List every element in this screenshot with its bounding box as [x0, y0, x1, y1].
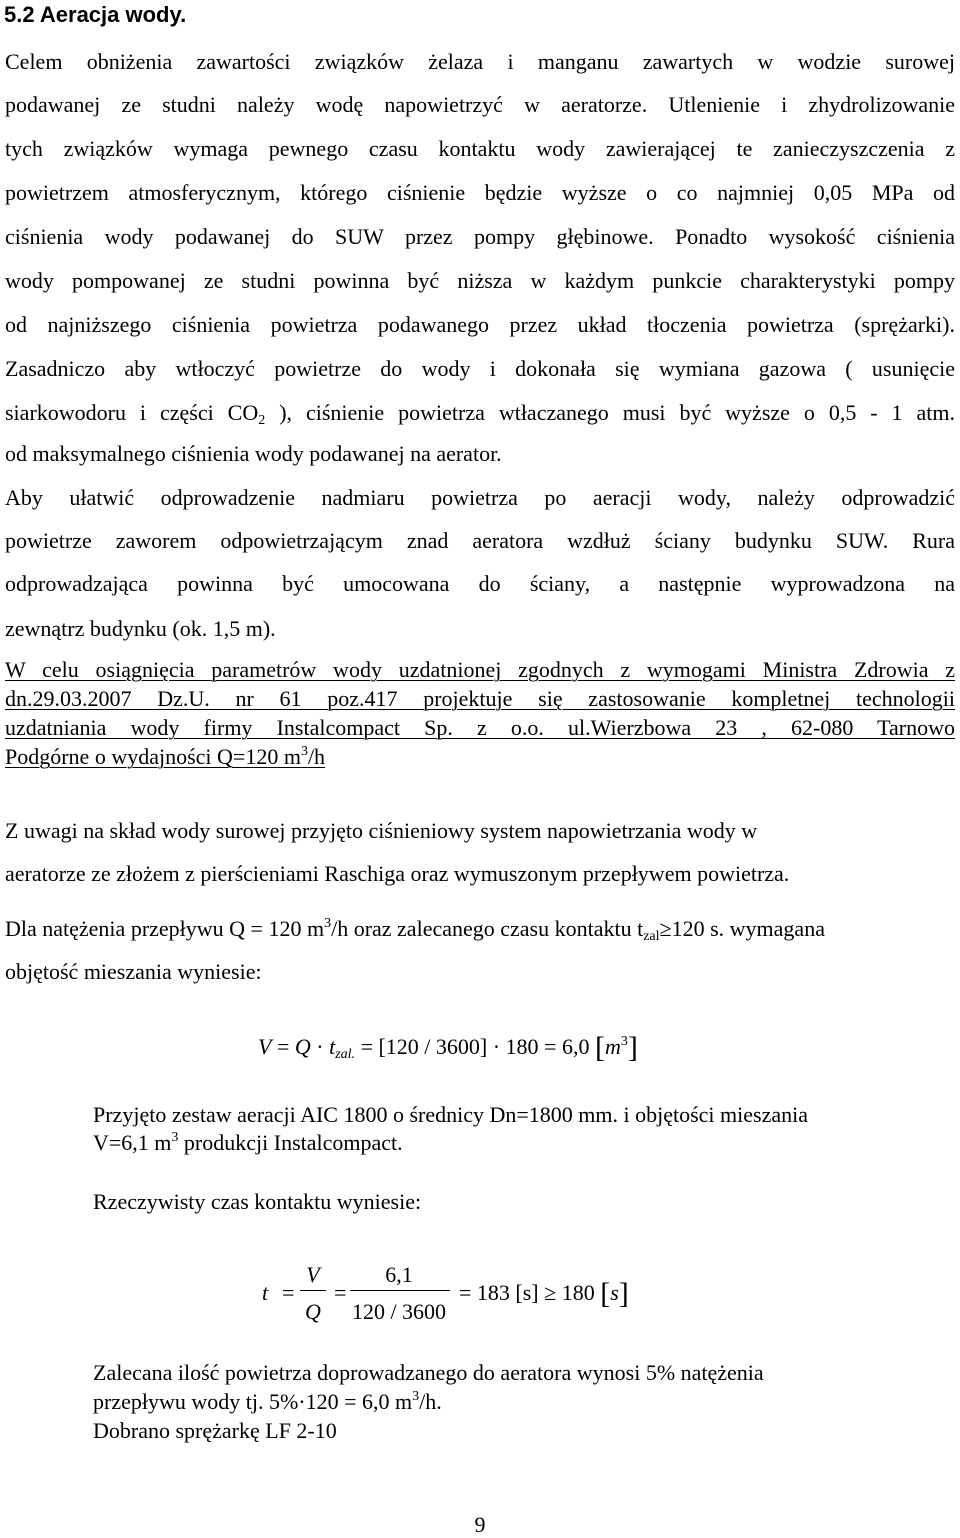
formula-text: = [271, 1034, 295, 1059]
section-heading: 5.2 Aeracja wody. [4, 2, 187, 27]
formula-superscript: 3 [620, 1034, 628, 1049]
fraction-denominator [298, 1299, 328, 1325]
formula-var [262, 1280, 268, 1306]
formula-var: t [329, 1034, 336, 1059]
formula-var: m [604, 1034, 621, 1059]
text-line: tych związków wymaga pewnego czasu kontaktu wody zawierającej te zanieczyszczenia z [5, 136, 955, 161]
text-line: Dobrano sprężarkę LF 2-10 [93, 1418, 337, 1443]
text-line: Przyjęto zestaw aeracji AIC 1800 o średnicy Dn=1800 mm. i objętości mieszania [93, 1102, 808, 1127]
formula-var-q: Q [305, 1299, 321, 1324]
formula-bracket: [ [600, 1277, 611, 1310]
text-line: objętość mieszania wyniesie: [5, 959, 262, 984]
formula-text: = [120 / 3600] · 180 = 6,0 [355, 1034, 595, 1059]
fraction-numerator [298, 1262, 328, 1288]
text-run: siarkowodoru i części CO [5, 400, 259, 425]
text-line: wody pompowanej ze studni powinna być niższa w każdym punkcie charakterystyki pompy [5, 268, 955, 293]
formula-subscript [335, 1047, 355, 1062]
formula-result [459, 1277, 629, 1310]
text-line: powietrzem atmosferycznym, którego ciśnienie będzie wyższe o co najmniej 0,05 MPa od [5, 180, 955, 205]
text-line: W celu osiągnięcia parametrów wody uzdatnionej zgodnych z wymogami Ministra Zdrowia z [5, 657, 955, 682]
formula-bracket: ] [618, 1277, 629, 1310]
formula-eq: = [282, 1280, 295, 1305]
formula-text: · [310, 1034, 330, 1059]
formula-var-s: s [610, 1280, 619, 1305]
text-line: uzdatniania wody firmy Instalcompact Sp. z o.o. ul.Wierzbowa 23 , 62-080 Tarnowo [5, 715, 955, 740]
text-line: Zasadniczo aby wtłoczyć powietrze do wody i dokonała się wymiana gazowa ( usunięcie [5, 356, 955, 381]
formula-var-t: t [262, 1280, 269, 1305]
text-run: /h [307, 744, 326, 769]
fraction-numerator: 6,1 [385, 1262, 413, 1287]
text-line [5, 744, 955, 770]
text-run: Podgórne o wydajności Q=120 m [5, 744, 301, 769]
formula-eq: = [334, 1280, 347, 1305]
superscript: 3 [324, 916, 332, 931]
superscript: 3 [171, 1130, 179, 1145]
text-run: V=6,1 m [93, 1130, 172, 1155]
text-line: ciśnienia wody podawanej do SUW przez pompy głębinowe. Ponadto wysokość ciśnienia [5, 224, 955, 249]
formula-var-v: V [306, 1262, 320, 1287]
text-run: ≥120 s. wymagana [659, 916, 825, 941]
page-number: 9 [474, 1512, 486, 1537]
text-line: zewnątrz budynku (ok. 1,5 m). [5, 616, 276, 641]
fraction-denominator: 120 / 3600 [351, 1299, 447, 1324]
text-line: Rzeczywisty czas kontaktu wyniesie: [93, 1189, 422, 1214]
formula-bracket: ] [627, 1031, 638, 1064]
text-line: Aby ułatwić odprowadzenie nadmiaru powietrza po aeracji wody, należy odprowadzić [5, 485, 955, 510]
fraction-bar [350, 1290, 450, 1291]
text-line: podawanej ze studni należy wodę napowietrzyć w aeratorze. Utlenienie i zhydrolizowanie [5, 92, 955, 117]
text-run: /h oraz zalecanego czasu kontaktu t [331, 916, 644, 941]
fraction-bar [300, 1290, 326, 1291]
text-line: dn.29.03.2007 Dz.U. nr 61 poz.417 projektuje się zastosowanie kompletnej technologii [5, 686, 955, 711]
text-line: Celem obniżenia zawartości związków żelaza i manganu zawartych w wodzie surowej [5, 49, 955, 74]
text-line [93, 1389, 913, 1415]
text-line: Zalecana ilość powietrza doprowadzanego do aeratora wynosi 5% natężenia [93, 1360, 764, 1385]
subscript: 2 [258, 413, 266, 428]
text-line [5, 916, 955, 942]
text-line: od maksymalnego ciśnienia wody podawanej na aerator. [5, 441, 502, 466]
text-line: od najniższego ciśnienia powietrza podawanego przez układ tłoczenia powietrza (sprężarki). [5, 312, 955, 337]
superscript: 3 [300, 744, 308, 759]
text-line: aeratorze ze złożem z pierścieniami Raschiga oraz wymuszonym przepływem powietrza. [5, 861, 790, 886]
text-run: /h. [419, 1389, 442, 1414]
text-line: Z uwagi na skład wody surowej przyjęto ciśnieniowy system napowietrzania wody w [5, 818, 758, 843]
volume-formula [258, 1031, 638, 1064]
formula-text: = 183 [s] ≥ 180 [459, 1280, 601, 1305]
subscript: zal [643, 929, 660, 944]
text-line: powietrze zaworem odpowietrzającym znad aeratora wzdłuż ściany budynku SUW. Rura [5, 528, 955, 553]
text-run: Dla natężenia przepływu Q = 120 m [5, 916, 325, 941]
text-run: produkcji Instalcompact. [178, 1130, 403, 1155]
formula-var: zal. [335, 1047, 356, 1062]
text-run: przepływu wody tj. 5%·120 = 6,0 m [93, 1389, 413, 1414]
formula-bracket: [ [594, 1031, 605, 1064]
text-line [93, 1130, 913, 1156]
formula-var: V [258, 1034, 272, 1059]
superscript: 3 [412, 1389, 420, 1404]
text-run: ), ciśnienie powietrza wtłaczanego musi być wyższe o 0,5 - 1 atm. [265, 400, 955, 425]
formula-var: Q [294, 1034, 311, 1059]
text-line: odprowadzająca powinna być umocowana do ściany, a następnie wyprowadzona na [5, 571, 955, 596]
text-line [5, 400, 955, 426]
